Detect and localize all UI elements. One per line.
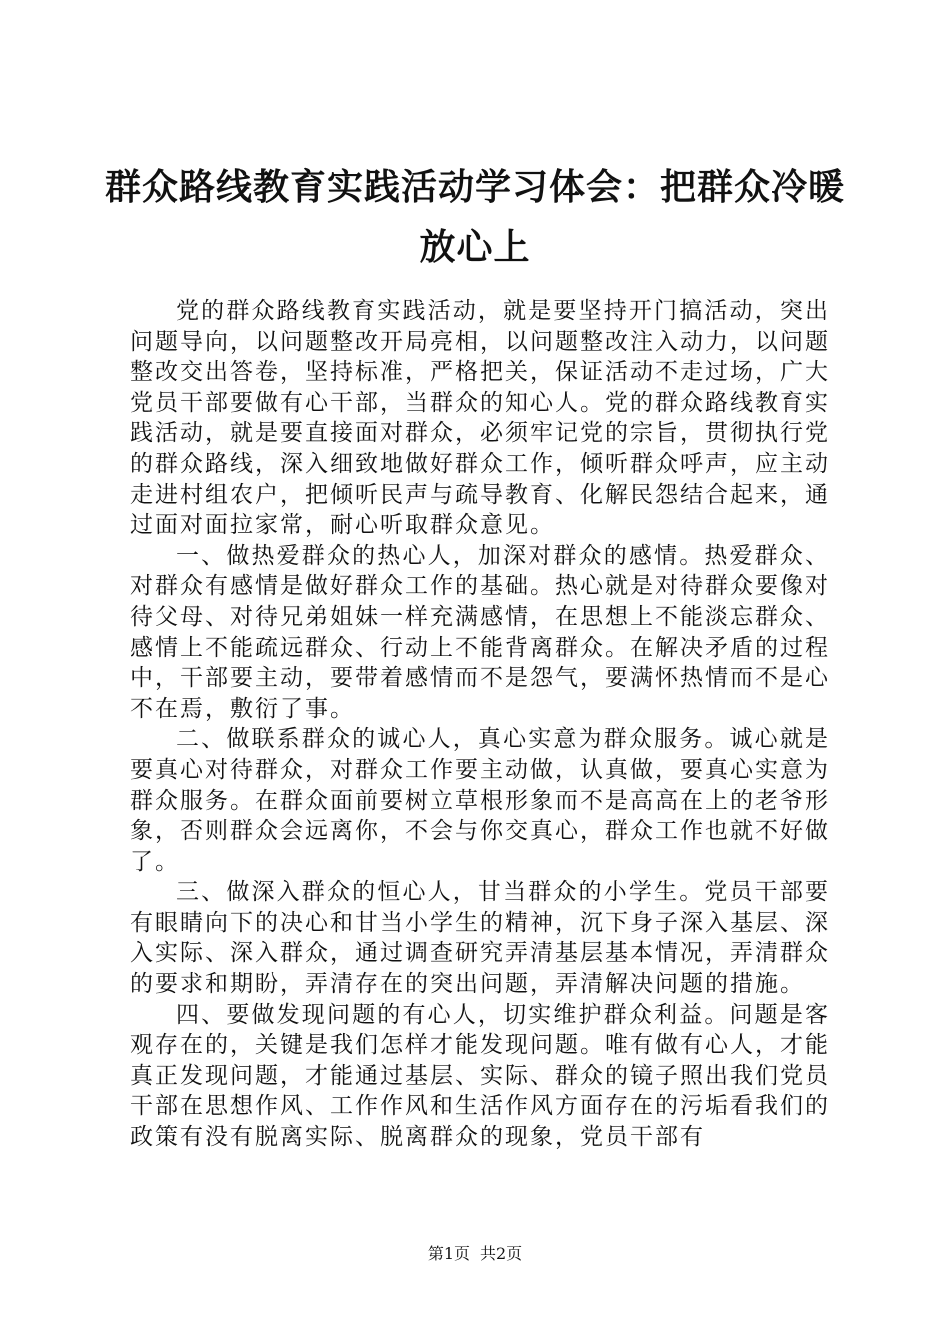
document-body [130, 296, 830, 1153]
document-title: 群众路线教育实践活动学习体会：把群众冷暖放心上 [104, 167, 845, 268]
body-paragraph: 一、做热爱群众的热心人，加深对群众的感情。热爱群众、对群众有感情是做好群众工作的基础。热心就是对待群众要像对待父母、对待兄弟姐妹一样充满感情，在思想上不能淡忘群众、感情上不能疏远群众、行动上不能背离群众。在解决矛盾的过程中，干部要主动，要带着感情而不是怨气，要满怀热情而不是心不在焉，敷衍了事。 [130, 542, 830, 722]
page-footer [0, 1244, 950, 1264]
body-paragraph: 党的群众路线教育实践活动，就是要坚持开门搞活动，突出问题导向，以问题整改开局亮相，以问题整改注入动力，以问题整改交出答卷，坚持标准，严格把关，保证活动不走过场，广大党员干部要做有心干部，当群众的知心人。党的群众路线教育实践活动，就是要直接面对群众，必须牢记党的宗旨，贯彻执行党的群众路线，深入细致地做好群众工作，倾听群众呼声，应主动走进村组农户，把倾听民声与疏导教育、化解民怨结合起来，通过面对面拉家常，耐心听取群众意见。 [130, 298, 830, 539]
page-number-total: 共2页 [480, 1244, 523, 1263]
body-paragraph: 三、做深入群众的恒心人，甘当群众的小学生。党员干部要有眼睛向下的决心和甘当小学生的精神，沉下身子深入基层、深入实际、深入群众，通过调查研究弄清基层基本情况，弄清群众的要求和期盼，弄清存在的突出问题，弄清解决问题的措施。 [130, 879, 830, 998]
body-paragraph: 四、要做发现问题的有心人，切实维护群众利益。问题是客观存在的，关键是我们怎样才能发现问题。唯有做有心人，才能真正发现问题，才能通过基层、实际、群众的镜子照出我们党员干部在思想作风、工作作风和生活作风方面存在的污垢看我们的政策有没有脱离实际、脱离群众的现象，党员干部有 [130, 1001, 830, 1151]
page-number-current: 第1页 [427, 1244, 470, 1263]
body-paragraph: 二、做联系群众的诚心人，真心实意为群众服务。诚心就是要真心对待群众，对群众工作要主动做，认真做，要真心实意为群众服务。在群众面前要树立草根形象而不是高高在上的老爷形象，否则群众会远离你，不会与你交真心，群众工作也就不好做了。 [130, 726, 830, 875]
